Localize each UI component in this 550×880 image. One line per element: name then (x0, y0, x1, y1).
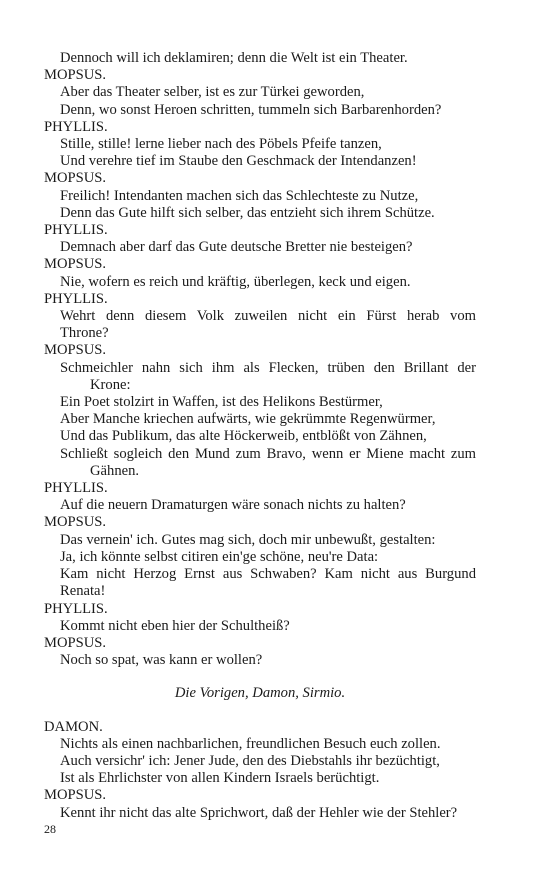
verse-line: Und verehre tief im Staube den Geschmack der Intendanzen! (60, 153, 417, 170)
speaker-name: MOPSUS. (44, 787, 107, 804)
verse-line: Freilich! Intendanten machen sich das Schlechteste zu Nutze, (60, 187, 419, 204)
verse-line: Denn das Gute hilft sich selber, das entzieht sich ihrem Schütze. (60, 204, 435, 221)
speaker-name: PHYLLIS. (44, 600, 108, 617)
speaker-name: MOPSUS. (44, 514, 107, 531)
verse-line: Nie, wofern es reich und kräftig, überlegen, keck und eigen. (60, 273, 411, 290)
page-number: 28 (44, 822, 56, 836)
verse-line: Ein Poet stolzirt in Waffen, ist des Helikons Bestürmer, (60, 394, 383, 411)
speaker-name: DAMON. (44, 718, 103, 735)
verse-line: Und das Publikum, das alte Höckerweib, entblößt von Zähnen, (60, 428, 427, 445)
verse-line: Nichts als einen nachbarlichen, freundlichen Besuch euch zollen. (60, 735, 441, 752)
verse-line: Kam nicht Herzog Ernst aus Schwaben? Kam nicht aus Burgund (60, 566, 476, 583)
verse-line: Renata! (60, 583, 106, 600)
speaker-name: PHYLLIS. (44, 118, 108, 135)
speaker-name: MOPSUS. (44, 634, 107, 651)
speaker-name: MOPSUS. (44, 256, 107, 273)
verse-line: Auf die neuern Dramaturgen wäre sonach nichts zu halten? (60, 497, 406, 514)
verse-continuation: Krone: (90, 376, 131, 393)
verse-line: Schließt sogleich den Mund zum Bravo, wenn er Miene macht zum (60, 445, 476, 462)
verse-line: Dennoch will ich deklamiren; denn die Welt ist ein Theater. (60, 50, 408, 66)
verse-line: Noch so spat, was kann er wollen? (60, 652, 263, 669)
speaker-name: MOPSUS. (44, 67, 107, 84)
verse-continuation: Gähnen. (90, 462, 140, 479)
verse-line: Denn, wo sonst Heroen schritten, tummeln sich Barbarenhorden? (60, 101, 442, 118)
page-body (44, 50, 476, 822)
verse-line: Kommt nicht eben hier der Schultheiß? (60, 617, 290, 634)
verse-line: Throne? (60, 325, 109, 342)
verse-line: Kennt ihr nicht das alte Sprichwort, daß der Hehler wie der Stehler? (60, 804, 458, 821)
verse-line: Ist als Ehrlichster von allen Kindern Israels berüchtigt. (60, 770, 380, 787)
stage-direction: Die Vorigen, Damon, Sirmio. (174, 685, 346, 702)
speaker-name: PHYLLIS. (44, 290, 108, 307)
speaker-name: MOPSUS. (44, 342, 107, 359)
speaker-name: MOPSUS. (44, 170, 107, 187)
speaker-name: PHYLLIS. (44, 480, 108, 497)
speaker-name: PHYLLIS. (44, 222, 108, 239)
verse-line: Aber Manche kriechen aufwärts, wie gekrümmte Regenwürmer, (60, 411, 436, 428)
verse-line: Stille, stille! lerne lieber nach des Pöbels Pfeife tanzen, (60, 136, 382, 153)
verse-line: Das vernein' ich. Gutes mag sich, doch mir unbewußt, gestalten: (60, 531, 436, 548)
verse-line: Auch versichr' ich: Jener Jude, den des Diebstahls ihr bezüchtigt, (60, 752, 440, 769)
verse-line: Demnach aber darf das Gute deutsche Bretter nie besteigen? (60, 239, 413, 256)
verse-line: Aber das Theater selber, ist es zur Türkei geworden, (60, 84, 365, 101)
verse-line: Wehrt denn diesem Volk zuweilen nicht ein Fürst herab vom (60, 308, 476, 325)
verse-line: Schmeichler nahn sich ihm als Flecken, trüben den Brillant der (60, 359, 476, 376)
verse-line: Ja, ich könnte selbst citiren ein'ge schöne, neu're Data: (60, 548, 379, 565)
